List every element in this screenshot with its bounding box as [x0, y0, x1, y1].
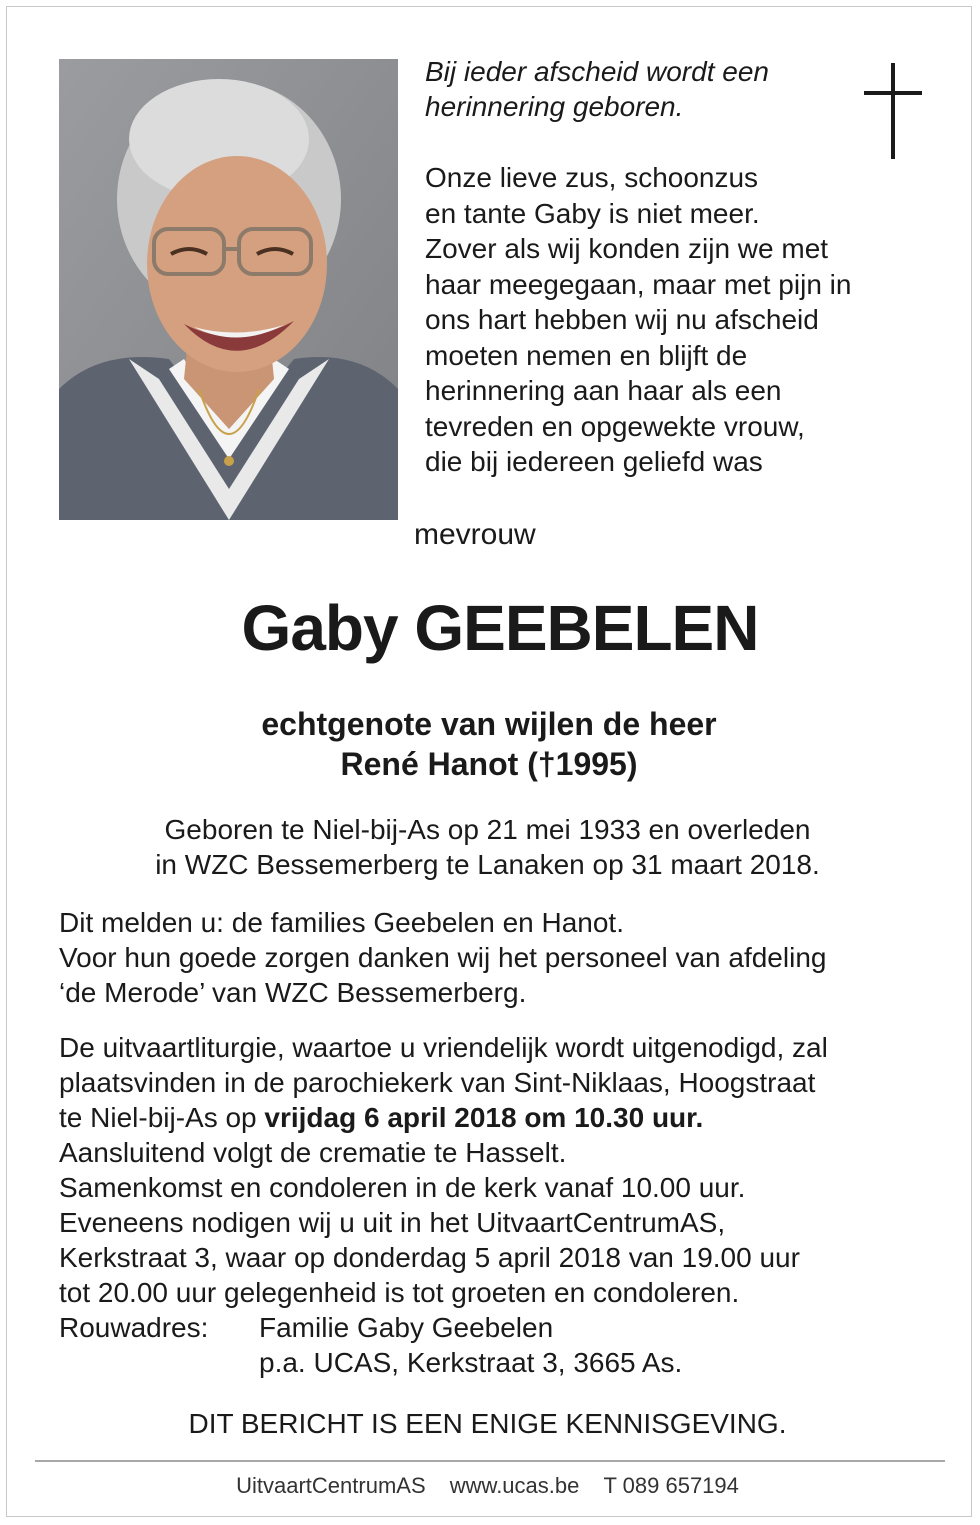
service-line: plaatsvinden in de parochiekerk van Sint-Niklaas, Hoogstraat: [59, 1067, 816, 1098]
announcement: [59, 905, 939, 1010]
service-line: Kerkstraat 3, waar op donderdag 5 april 2018 van 19.00 uur: [59, 1242, 800, 1273]
address-line: Familie Gaby Geebelen: [259, 1312, 554, 1343]
service-line: Eveneens nodigen wij u uit in het UitvaartCentrumAS,: [59, 1207, 726, 1238]
address-line: p.a. UCAS, Kerkstraat 3, 3665 As.: [259, 1347, 683, 1378]
portrait-photo: [59, 59, 398, 520]
intro-line: Onze lieve zus, schoonzus: [425, 162, 759, 193]
cross-icon: [864, 63, 922, 159]
spouse-line: René Hanot (†1995): [340, 746, 638, 782]
address-row: [59, 1345, 939, 1380]
intro-line: Zover als wij konden zijn we met: [425, 233, 829, 264]
intro-line: haar meegegaan, maar met pijn in: [425, 268, 852, 300]
deceased-name: Gaby GEEBELEN: [241, 592, 759, 664]
footer-divider: [35, 1460, 945, 1462]
opening-quote: [425, 54, 845, 124]
funeral-details: [59, 1030, 939, 1380]
intro-text: [425, 160, 925, 480]
footer-phone: T 089 657194: [603, 1473, 739, 1498]
service-line: [59, 1100, 939, 1135]
honorific: mevrouw: [414, 518, 536, 551]
announcement-line: Dit melden u: de families Geebelen en Hanot.: [59, 907, 624, 938]
intro-line: die bij iedereen geliefd was: [425, 446, 763, 477]
service-line: tot 20.00 uur gelegenheid is tot groeten en condoleren.: [59, 1277, 740, 1308]
spouse-line: echtgenote van wijlen de heer: [261, 706, 717, 742]
announcement-line: Voor hun goede zorgen danken wij het personeel van afdeling: [59, 942, 827, 973]
footer: [0, 1472, 975, 1500]
intro-line: herinnering aan haar als een: [425, 375, 782, 406]
quote-line: Bij ieder afscheid wordt een: [425, 56, 769, 87]
intro-line: ons hart hebben wij nu afscheid: [425, 304, 819, 335]
service-line-prefix: te Niel-bij-As op: [59, 1102, 265, 1133]
spouse-info: [0, 704, 978, 784]
birth-death-info: [0, 812, 975, 882]
intro-line: en tante Gaby is niet meer.: [425, 197, 760, 229]
service-line: De uitvaartliturgie, waartoe u vriendelijk wordt uitgenodigd, zal: [59, 1032, 828, 1063]
footer-website[interactable]: www.ucas.be: [449, 1473, 580, 1498]
notice: DIT BERICHT IS EEN ENIGE KENNISGEVING.: [188, 1408, 787, 1439]
announcement-line: ‘de Merode’ van WZC Bessemerberg.: [59, 977, 527, 1008]
portrait-illustration: [59, 59, 398, 520]
service-line: Samenkomst en condoleren in de kerk vanaf 10.00 uur.: [59, 1172, 746, 1203]
intro-line: moeten nemen en blijft de: [425, 339, 748, 371]
footer-company: UitvaartCentrumAS: [236, 1473, 426, 1498]
born-line: in WZC Bessemerberg te Lanaken op 31 maart 2018.: [155, 849, 820, 880]
service-datetime: vrijdag 6 april 2018 om 10.30 uur.: [264, 1102, 704, 1133]
born-line: Geboren te Niel-bij-As op 21 mei 1933 en overleden: [164, 814, 811, 845]
quote-line: herinnering geboren.: [425, 91, 684, 122]
address-row: [59, 1310, 939, 1345]
intro-line: tevreden en opgewekte vrouw,: [425, 410, 805, 442]
service-line: Aansluitend volgt de crematie te Hasselt.: [59, 1137, 567, 1168]
address-label: Rouwadres:: [59, 1312, 209, 1343]
